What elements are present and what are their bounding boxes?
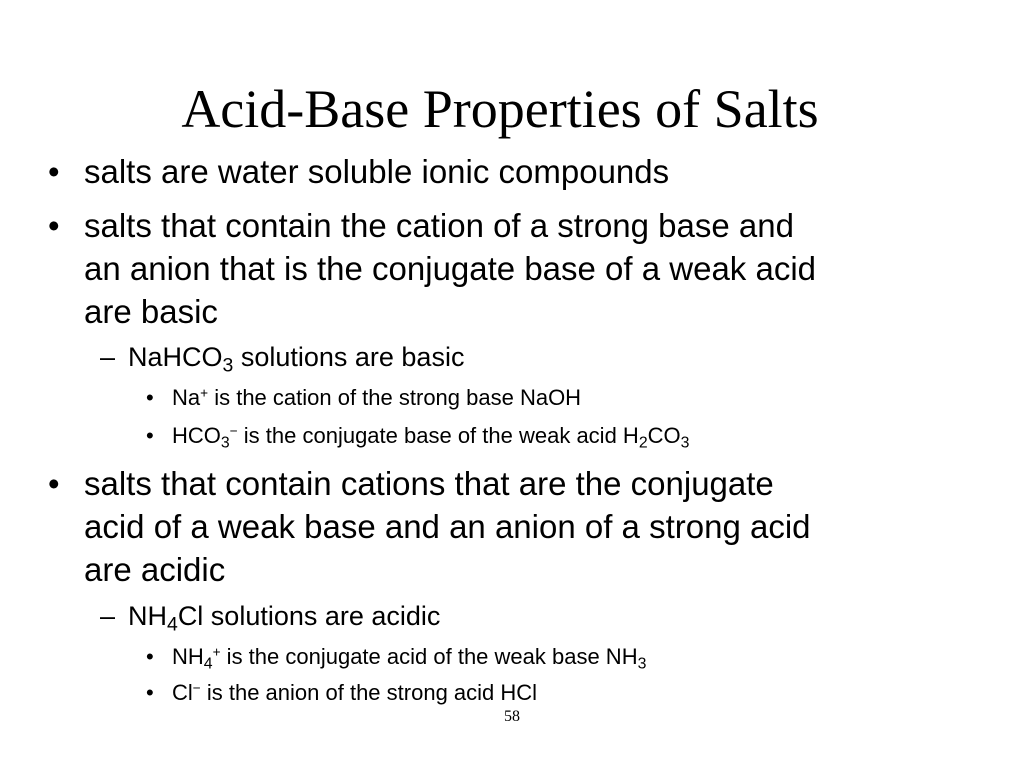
subscript: 3 xyxy=(680,434,690,452)
detail-item xyxy=(146,679,972,707)
bullet-text-line: are acidic xyxy=(84,551,226,588)
page-number: 58 xyxy=(504,708,520,725)
bullet-item xyxy=(48,150,984,193)
subscript: 4 xyxy=(203,655,213,673)
superscript: + xyxy=(212,644,221,660)
subscript: 2 xyxy=(638,434,648,452)
detail-text xyxy=(172,423,690,452)
subscript: 3 xyxy=(637,655,647,673)
bullet-icon: • xyxy=(146,385,154,410)
superscript: − xyxy=(229,423,238,439)
formula-part: NaHCO xyxy=(128,342,223,372)
formula-part: HCO xyxy=(172,423,221,448)
slide-title: Acid-Base Properties of Salts xyxy=(181,79,819,139)
bullet-item xyxy=(48,462,984,591)
sub-item xyxy=(100,340,988,377)
dash-icon: – xyxy=(100,601,116,631)
detail-rest: is the conjugate acid of the weak base NH xyxy=(220,644,638,669)
detail-rest: is the cation of the strong base NaOH xyxy=(208,385,582,410)
bullet-text-line: salts that contain cations that are the conjugate xyxy=(84,465,774,502)
sub-item-rest: solutions are basic xyxy=(233,342,465,372)
sub-item-text xyxy=(128,601,441,636)
detail-item xyxy=(146,643,972,673)
formula-part: NH xyxy=(128,601,167,631)
detail-rest: is the anion of the strong acid HCl xyxy=(200,680,538,705)
detail-text xyxy=(172,385,581,410)
detail-rest: is the conjugate base of the weak acid H xyxy=(237,423,639,448)
sub-item xyxy=(100,599,988,636)
superscript: + xyxy=(200,385,209,401)
bullet-icon: • xyxy=(146,680,154,705)
detail-item xyxy=(146,422,972,452)
detail-text xyxy=(172,680,537,705)
detail-item xyxy=(146,384,972,412)
sub-item-text xyxy=(128,342,465,377)
bullet-text-line: acid of a weak base and an anion of a strong acid xyxy=(84,508,811,545)
subscript: 3 xyxy=(222,354,234,377)
formula-part: Cl xyxy=(172,680,193,705)
bullet-icon: • xyxy=(146,644,154,669)
bullet-icon: • xyxy=(146,423,154,448)
bullet-icon: • xyxy=(48,465,60,502)
bullet-text-line: are basic xyxy=(84,293,218,330)
bullet-text-line: salts that contain the cation of a strong base and xyxy=(84,207,794,244)
formula-part: CO xyxy=(647,423,681,448)
bullet-text-line: an anion that is the conjugate base of a weak acid xyxy=(84,250,817,287)
bullet-icon: • xyxy=(48,207,60,244)
formula-part: NH xyxy=(172,644,204,669)
bullet-text: salts are water soluble ionic compounds xyxy=(84,153,670,190)
subscript: 4 xyxy=(167,613,178,636)
detail-text xyxy=(172,644,647,673)
subscript: 3 xyxy=(220,434,230,452)
sub-item-rest: Cl solutions are acidic xyxy=(177,601,441,631)
bullet-icon: • xyxy=(48,153,60,190)
superscript: − xyxy=(192,680,201,696)
dash-icon: – xyxy=(100,342,116,372)
bullet-item xyxy=(48,204,984,333)
formula-part: Na xyxy=(172,385,201,410)
